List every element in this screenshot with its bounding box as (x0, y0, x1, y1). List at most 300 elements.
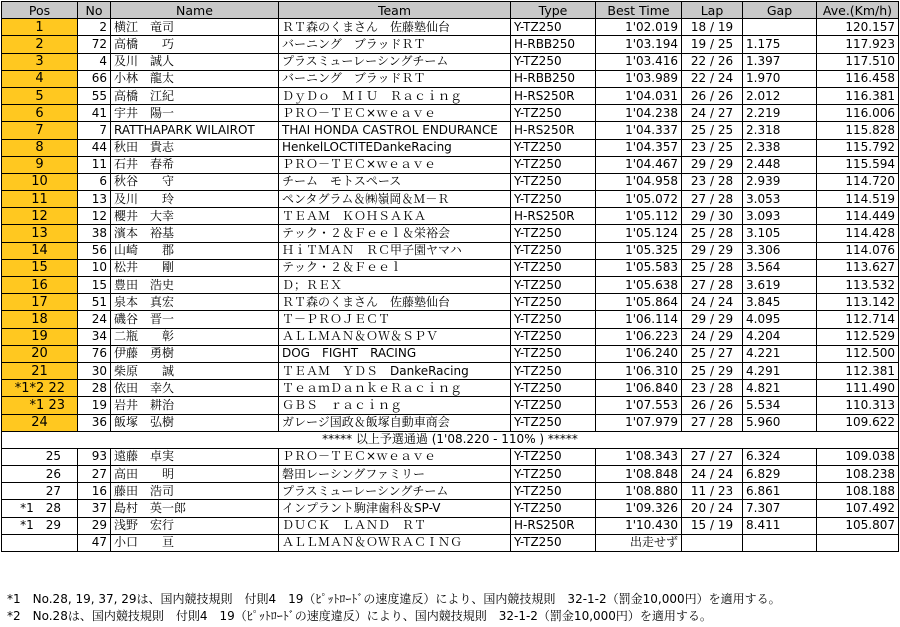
machine-type: H-RS250R (511, 122, 596, 139)
gap-cell: 3.053 (743, 191, 817, 208)
team-name: ペンタグラム＆㈱嶺岡＆Ｍ－Ｒ (279, 191, 511, 208)
lap-cell: 25 / 25 (682, 122, 743, 139)
team-name: HenkelLOCTITEDankeRacing (279, 139, 511, 156)
best-time: 1'06.240 (596, 345, 682, 362)
lap-cell: 18 / 19 (682, 19, 743, 36)
table-row (2, 448, 899, 465)
pos-cell: 18 (2, 311, 78, 328)
pos-cell: 26 (2, 466, 78, 483)
header-team: Team (279, 2, 511, 19)
average-speed: 117.510 (817, 53, 899, 70)
gap-cell: 3.619 (743, 277, 817, 294)
lap-cell: 29 / 29 (682, 242, 743, 259)
table-row (2, 225, 899, 242)
team-name: ＲＴ森のくまさん 佐藤塾仙台 (279, 19, 511, 36)
average-speed: 117.923 (817, 36, 899, 53)
average-speed: 112.529 (817, 328, 899, 345)
table-row (2, 259, 899, 276)
gap-cell: 2.318 (743, 122, 817, 139)
machine-type: Y-TZ250 (511, 534, 596, 551)
machine-type: Y-TZ250 (511, 19, 596, 36)
gap-cell: 3.306 (743, 242, 817, 259)
number-cell: 51 (78, 294, 111, 311)
pos-cell: 2 (2, 36, 78, 53)
average-speed: 114.449 (817, 208, 899, 225)
best-time: 1'09.326 (596, 500, 682, 517)
header-ave: Ave.(Km/h) (817, 2, 899, 19)
team-name: ＴＥＡＭ ＫＯＨＳＡＫＡ (279, 208, 511, 225)
number-cell: 44 (78, 139, 111, 156)
gap-cell (743, 19, 817, 36)
best-time: 1'04.337 (596, 122, 682, 139)
average-speed: 115.828 (817, 122, 899, 139)
average-speed: 120.157 (817, 19, 899, 36)
table-row (2, 380, 899, 397)
rider-name: 高橋 巧 (111, 36, 279, 53)
best-time: 1'03.194 (596, 36, 682, 53)
rider-name: 浅野 宏行 (111, 517, 279, 534)
table-row (2, 122, 899, 139)
lap-cell (682, 534, 743, 551)
average-speed: 116.381 (817, 87, 899, 104)
best-time: 1'02.019 (596, 19, 682, 36)
best-time: 1'04.357 (596, 139, 682, 156)
average-speed: 113.142 (817, 294, 899, 311)
team-name: プラスミューレーシングチーム (279, 53, 511, 70)
rider-name: 秋田 貴志 (111, 139, 279, 156)
team-name: ＨｉＴＭＡＮ ＲＣ甲子園ヤマハ (279, 242, 511, 259)
non-qualified-rows (2, 448, 899, 551)
number-cell: 6 (78, 173, 111, 190)
pos-cell: 21 (2, 362, 78, 379)
team-name: テック・２＆Ｆｅｅｌ＆栄裕会 (279, 225, 511, 242)
rider-name: 松井 剛 (111, 259, 279, 276)
average-speed: 116.006 (817, 105, 899, 122)
table-row (2, 87, 899, 104)
team-name: プラスミューレーシングチーム (279, 483, 511, 500)
best-time: 1'06.114 (596, 311, 682, 328)
rider-name: 高橋 江紀 (111, 87, 279, 104)
number-cell: 19 (78, 397, 111, 414)
rider-name: 岩井 耕治 (111, 397, 279, 414)
number-cell: 29 (78, 517, 111, 534)
rider-name: 豊田 浩史 (111, 277, 279, 294)
lap-cell: 24 / 24 (682, 466, 743, 483)
team-name: テック・２＆Ｆｅｅｌ (279, 259, 511, 276)
best-time: 1'06.840 (596, 380, 682, 397)
best-time: 1'03.416 (596, 53, 682, 70)
rider-name: 二瓶 彰 (111, 328, 279, 345)
best-time: 1'07.979 (596, 414, 682, 431)
best-time: 1'06.223 (596, 328, 682, 345)
rider-name: 横江 竜司 (111, 19, 279, 36)
machine-type: Y-TZ250 (511, 466, 596, 483)
pos-cell: 14 (2, 242, 78, 259)
machine-type: Y-TZ250 (511, 294, 596, 311)
number-cell: 11 (78, 156, 111, 173)
rider-name: 山崎 郡 (111, 242, 279, 259)
gap-cell: 2.219 (743, 105, 817, 122)
footnote-1: *1 No.28, 19, 37, 29は、国内競技規則 付則4 19（ﾋﾟｯﾄﾛｰﾄﾞの速度違反）により、国内競技規則 32-1-2（罰金10,000円）を適用する。 (7, 592, 781, 606)
best-time: 1'08.880 (596, 483, 682, 500)
team-name: ＤｙＤｏ ＭＩＵ Ｒａｃｉｎｇ (279, 87, 511, 104)
lap-cell: 23 / 28 (682, 173, 743, 190)
rider-name: 及川 玲 (111, 191, 279, 208)
team-name: ＴＥＡＭ ＹＤＳ DankeRacing (279, 362, 511, 379)
machine-type: Y-TZ250 (511, 242, 596, 259)
average-speed: 109.038 (817, 448, 899, 465)
lap-cell: 25 / 28 (682, 225, 743, 242)
number-cell: 30 (78, 362, 111, 379)
gap-cell: 1.175 (743, 36, 817, 53)
table-row (2, 414, 899, 431)
average-speed: 111.490 (817, 380, 899, 397)
average-speed: 116.458 (817, 70, 899, 87)
footnotes (7, 591, 781, 625)
number-cell: 55 (78, 87, 111, 104)
gap-cell: 2.448 (743, 156, 817, 173)
header-no: No (78, 2, 111, 19)
rider-name: 小口 亘 (111, 534, 279, 551)
gap-cell: 5.534 (743, 397, 817, 414)
best-time: 1'05.864 (596, 294, 682, 311)
best-time: 1'05.072 (596, 191, 682, 208)
machine-type: Y-TZ250 (511, 277, 596, 294)
team-name: チーム モトスペース (279, 173, 511, 190)
pos-cell: 7 (2, 122, 78, 139)
rider-name: 遠藤 卓実 (111, 448, 279, 465)
table-row (2, 70, 899, 87)
average-speed: 108.238 (817, 466, 899, 483)
gap-cell: 7.307 (743, 500, 817, 517)
gap-cell: 1.970 (743, 70, 817, 87)
lap-cell: 25 / 28 (682, 259, 743, 276)
lap-cell: 25 / 27 (682, 345, 743, 362)
number-cell: 41 (78, 105, 111, 122)
gap-cell: 2.939 (743, 173, 817, 190)
pos-cell: 1 (2, 19, 78, 36)
lap-cell: 23 / 25 (682, 139, 743, 156)
lap-cell: 26 / 26 (682, 87, 743, 104)
team-name: Ｄ；ＲＥＸ (279, 277, 511, 294)
rider-name: 秋谷 守 (111, 173, 279, 190)
results-sheet (1, 1, 899, 623)
team-name: Ｔ－ＰＲＯＪＥＣＴ (279, 311, 511, 328)
gap-cell: 6.829 (743, 466, 817, 483)
best-time: 1'10.430 (596, 517, 682, 534)
lap-cell: 27 / 28 (682, 277, 743, 294)
gap-cell: 3.093 (743, 208, 817, 225)
table-row (2, 534, 899, 551)
gap-cell: 1.397 (743, 53, 817, 70)
pos-cell: 4 (2, 70, 78, 87)
average-speed: 114.720 (817, 173, 899, 190)
average-speed: 112.381 (817, 362, 899, 379)
best-time: 1'04.238 (596, 105, 682, 122)
rider-name: 柴原 誠 (111, 362, 279, 379)
machine-type: H-RBB250 (511, 36, 596, 53)
average-speed: 112.500 (817, 345, 899, 362)
best-time: 1'05.638 (596, 277, 682, 294)
pos-cell: 19 (2, 328, 78, 345)
number-cell: 72 (78, 36, 111, 53)
number-cell: 34 (78, 328, 111, 345)
team-name: ＴｅａｍＤａｎｋｅＲａｃｉｎｇ (279, 380, 511, 397)
number-cell: 56 (78, 242, 111, 259)
gap-cell: 4.095 (743, 311, 817, 328)
pos-cell: 17 (2, 294, 78, 311)
best-time: 1'08.343 (596, 448, 682, 465)
pos-cell: 15 (2, 259, 78, 276)
average-speed: 108.188 (817, 483, 899, 500)
best-time: 1'05.325 (596, 242, 682, 259)
machine-type: Y-TZ250 (511, 311, 596, 328)
team-name: バーニング ブラッドＲＴ (279, 36, 511, 53)
header-name: Name (111, 2, 279, 19)
team-name: ＲＴ森のくまさん 佐藤塾仙台 (279, 294, 511, 311)
header-row (2, 2, 899, 19)
rider-name: 濱本 裕基 (111, 225, 279, 242)
best-time: 1'03.989 (596, 70, 682, 87)
machine-type: Y-TZ250 (511, 259, 596, 276)
lap-cell: 29 / 29 (682, 311, 743, 328)
machine-type: Y-TZ250 (511, 397, 596, 414)
table-row (2, 191, 899, 208)
number-cell: 4 (78, 53, 111, 70)
rider-name: 飯塚 弘樹 (111, 414, 279, 431)
cutline-text: ***** 以上予選通過 (1'08.220 - 110% ) ***** (2, 431, 899, 448)
table-row (2, 328, 899, 345)
average-speed (817, 534, 899, 551)
table-row (2, 362, 899, 379)
pos-cell: 10 (2, 173, 78, 190)
gap-cell: 3.845 (743, 294, 817, 311)
cutline-row (2, 431, 899, 448)
lap-cell: 22 / 24 (682, 70, 743, 87)
pos-cell: 25 (2, 448, 78, 465)
header-lap: Lap (682, 2, 743, 19)
best-time: 1'05.124 (596, 225, 682, 242)
machine-type: Y-TZ250 (511, 362, 596, 379)
best-time: 1'04.958 (596, 173, 682, 190)
team-name: DOG FIGHT RACING (279, 345, 511, 362)
pos-cell: *1 23 (2, 397, 78, 414)
pos-cell: 20 (2, 345, 78, 362)
number-cell: 93 (78, 448, 111, 465)
number-cell: 47 (78, 534, 111, 551)
table-row (2, 139, 899, 156)
rider-name: 石井 春希 (111, 156, 279, 173)
number-cell: 7 (78, 122, 111, 139)
team-name: 磐田レーシングファミリー (279, 466, 511, 483)
number-cell: 10 (78, 259, 111, 276)
machine-type: H-RS250R (511, 517, 596, 534)
table-row (2, 397, 899, 414)
pos-cell: 24 (2, 414, 78, 431)
table-row (2, 36, 899, 53)
pos-cell: *1*2 22 (2, 380, 78, 397)
qualifying-results-table (1, 1, 899, 552)
number-cell: 37 (78, 500, 111, 517)
machine-type: Y-TZ250 (511, 191, 596, 208)
best-time: 出走せず (596, 534, 682, 551)
number-cell: 13 (78, 191, 111, 208)
best-time: 1'07.553 (596, 397, 682, 414)
lap-cell: 19 / 25 (682, 36, 743, 53)
lap-cell: 27 / 28 (682, 414, 743, 431)
header-best-time: Best Time (596, 2, 682, 19)
gap-cell: 4.204 (743, 328, 817, 345)
average-speed: 105.807 (817, 517, 899, 534)
machine-type: Y-TZ250 (511, 345, 596, 362)
lap-cell: 20 / 24 (682, 500, 743, 517)
lap-cell: 27 / 28 (682, 191, 743, 208)
lap-cell: 22 / 26 (682, 53, 743, 70)
rider-name: 高田 明 (111, 466, 279, 483)
average-speed: 109.622 (817, 414, 899, 431)
pos-cell: *1 28 (2, 500, 78, 517)
number-cell: 27 (78, 466, 111, 483)
pos-cell: 12 (2, 208, 78, 225)
lap-cell: 24 / 24 (682, 294, 743, 311)
average-speed: 115.792 (817, 139, 899, 156)
rider-name: 及川 誠人 (111, 53, 279, 70)
cutline-section (2, 431, 899, 448)
gap-cell: 2.338 (743, 139, 817, 156)
rider-name: 依田 幸久 (111, 380, 279, 397)
rider-name: 島村 英一郎 (111, 500, 279, 517)
number-cell: 36 (78, 414, 111, 431)
pos-cell: 11 (2, 191, 78, 208)
average-speed: 110.313 (817, 397, 899, 414)
machine-type: Y-TZ250 (511, 53, 596, 70)
lap-cell: 27 / 27 (682, 448, 743, 465)
table-row (2, 53, 899, 70)
average-speed: 114.076 (817, 242, 899, 259)
table-row (2, 466, 899, 483)
table-row (2, 173, 899, 190)
pos-cell: 3 (2, 53, 78, 70)
best-time: 1'04.031 (596, 87, 682, 104)
number-cell: 28 (78, 380, 111, 397)
team-name: ＰＲＯ－ＴＥＣ×ｗｅａｖｅ (279, 156, 511, 173)
machine-type: Y-TZ250 (511, 173, 596, 190)
gap-cell: 8.411 (743, 517, 817, 534)
qualified-rows (2, 19, 899, 432)
average-speed: 115.594 (817, 156, 899, 173)
number-cell: 15 (78, 277, 111, 294)
header-gap: Gap (743, 2, 817, 19)
team-name: インプラント駒津歯科＆SP-V (279, 500, 511, 517)
average-speed: 112.714 (817, 311, 899, 328)
pos-cell: 6 (2, 105, 78, 122)
rider-name: 伊藤 勇樹 (111, 345, 279, 362)
best-time: 1'08.848 (596, 466, 682, 483)
pos-cell (2, 534, 78, 551)
rider-name: 泉本 真宏 (111, 294, 279, 311)
table-row (2, 517, 899, 534)
machine-type: Y-TZ250 (511, 500, 596, 517)
rider-name: 藤田 浩司 (111, 483, 279, 500)
gap-cell: 5.960 (743, 414, 817, 431)
table-row (2, 242, 899, 259)
table-row (2, 156, 899, 173)
number-cell: 12 (78, 208, 111, 225)
gap-cell: 3.105 (743, 225, 817, 242)
pos-cell: 16 (2, 277, 78, 294)
number-cell: 76 (78, 345, 111, 362)
machine-type: Y-TZ250 (511, 156, 596, 173)
machine-type: H-RS250R (511, 87, 596, 104)
pos-cell: 9 (2, 156, 78, 173)
best-time: 1'06.310 (596, 362, 682, 379)
average-speed: 114.428 (817, 225, 899, 242)
average-speed: 114.519 (817, 191, 899, 208)
machine-type: Y-TZ250 (511, 139, 596, 156)
gap-cell (743, 534, 817, 551)
machine-type: Y-TZ250 (511, 105, 596, 122)
team-name: ＤＵＣＫ ＬＡＮＤ ＲＴ (279, 517, 511, 534)
machine-type: H-RBB250 (511, 70, 596, 87)
team-name: ガレージ国政＆飯塚自動車商会 (279, 414, 511, 431)
header-type: Type (511, 2, 596, 19)
machine-type: Y-TZ250 (511, 380, 596, 397)
number-cell: 2 (78, 19, 111, 36)
team-name: THAI HONDA CASTROL ENDURANCE (279, 122, 511, 139)
number-cell: 24 (78, 311, 111, 328)
team-name: バーニング ブラッドＲＴ (279, 70, 511, 87)
table-row (2, 500, 899, 517)
machine-type: Y-TZ250 (511, 225, 596, 242)
number-cell: 66 (78, 70, 111, 87)
machine-type: H-RS250R (511, 208, 596, 225)
rider-name: 小林 龍太 (111, 70, 279, 87)
lap-cell: 11 / 23 (682, 483, 743, 500)
rider-name: RATTHAPARK WILAIROT (111, 122, 279, 139)
table-row (2, 483, 899, 500)
lap-cell: 24 / 29 (682, 328, 743, 345)
number-cell: 38 (78, 225, 111, 242)
average-speed: 113.627 (817, 259, 899, 276)
rider-name: 櫻井 大幸 (111, 208, 279, 225)
team-name: ＰＲＯ－ＴＥＣ×ｗｅａｖｅ (279, 448, 511, 465)
average-speed: 113.532 (817, 277, 899, 294)
gap-cell: 4.821 (743, 380, 817, 397)
team-name: ＰＲＯ－ＴＥＣ×ｗｅａｖｅ (279, 105, 511, 122)
table-row (2, 311, 899, 328)
machine-type: Y-TZ250 (511, 414, 596, 431)
lap-cell: 15 / 19 (682, 517, 743, 534)
table-row (2, 345, 899, 362)
lap-cell: 25 / 29 (682, 362, 743, 379)
gap-cell: 2.012 (743, 87, 817, 104)
lap-cell: 24 / 27 (682, 105, 743, 122)
team-name: ＡＬＬＭＡＮ＆ＯＷ＆ＳＰＶ (279, 328, 511, 345)
best-time: 1'05.112 (596, 208, 682, 225)
pos-cell: *1 29 (2, 517, 78, 534)
gap-cell: 4.291 (743, 362, 817, 379)
machine-type: Y-TZ250 (511, 483, 596, 500)
gap-cell: 4.221 (743, 345, 817, 362)
number-cell: 16 (78, 483, 111, 500)
pos-cell: 5 (2, 87, 78, 104)
pos-cell: 8 (2, 139, 78, 156)
pos-cell: 13 (2, 225, 78, 242)
table-row (2, 294, 899, 311)
table-row (2, 277, 899, 294)
lap-cell: 29 / 29 (682, 156, 743, 173)
machine-type: Y-TZ250 (511, 328, 596, 345)
